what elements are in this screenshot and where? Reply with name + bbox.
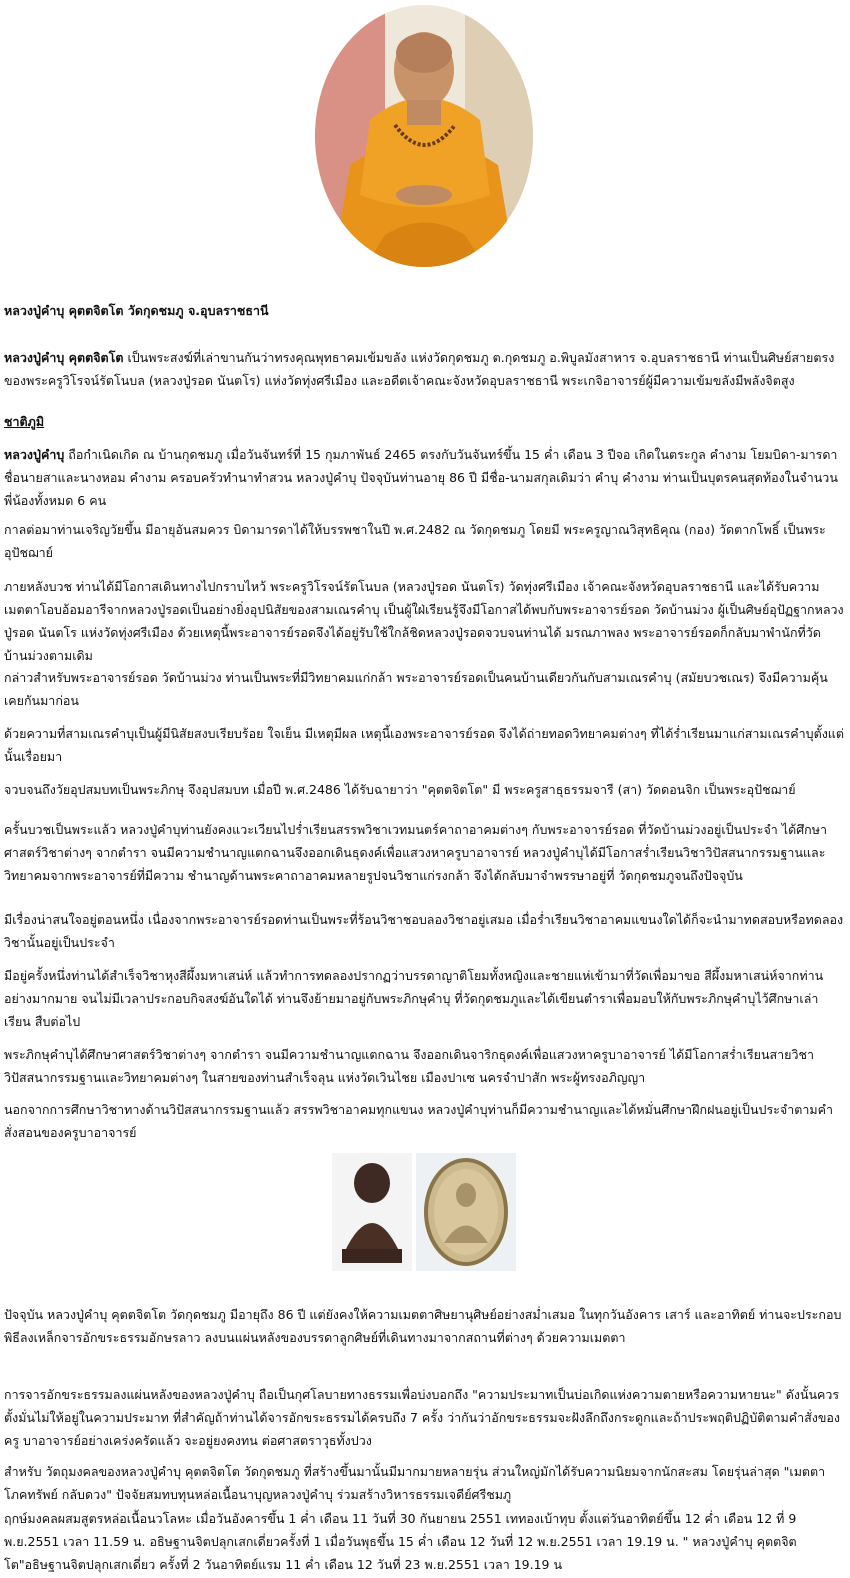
section-heading: ชาติภูมิ [4, 414, 45, 429]
bold-lead: หลวงปู่คำบุ [4, 447, 65, 462]
paragraph: ปัจจุบัน หลวงปู่คำบุ คุตตจิตโต วัดกุดชมภู มีอายุถึง 86 ปี แต่ยังคงให้ความเมตตาศิษยานุศิษย์อย่างสม่ำเสมอ ในทุกวันอังคาร เสาร์ และอาทิตย์ ท่านจะประกอบพิธีลงเหล็กจารอักขระธรรมอักษรลาว ลงบนแผ่นหลังของบรรดาลูกศิษย์ที่เดินทางมาจากสถานที่ต่างๆ ด้วยความเมตตา [4, 1307, 842, 1345]
paragraph: พระภิกษุคำบุได้ศึกษาศาสตร์วิชาต่างๆ จากตำรา จนมีความชำนาญแตกฉาน จึงออกเดินจาริกธุดงค์เพื่อแสวงหาครูบาอาจารย์ ได้มีโอกาสร่ำเรียนสายวิชาวิปัสสนากรรมฐานและวิทยาคมต่างๆ ในสายของท่านสำเร็จลุน แห่งวัดเวินไชย เมืองปาเซ นครจำปาสัก พระผู้ทรงอภิญญา [4, 1047, 815, 1085]
paragraph: สำหรับ วัตถุมงคลของหลวงปู่คำบุ คุตตจิตโต วัดกุดชมภู ที่สร้างขึ้นมานั้นมีมากมายหลายรุ่น ส่วนใหญ่มักได้รับความนิยมจากนักสะสม โดยรุ่นล่าสุด "เมตตา โภคทรัพย์ กลับดวง" ปัจจัยสมทบทุนหล่อเนื้อนาบุญหลวงปู่คำบุ ร่วมสร้างวิหารธรรมเจดีย์ศรีชมภู [4, 1464, 826, 1502]
amulet-images [332, 1153, 516, 1271]
paragraph: จวบจนถึงวัยอุปสมบทเป็นพระภิกษุ จึงอุปสมบท เมื่อปี พ.ศ.2486 ได้รับฉายาว่า "คุตตจิตโต" มี พระครูสาธุธรรมจารี (สา) วัดดอนจิก เป็นพระอุปัชฌาย์ [4, 782, 796, 797]
paragraph: ฤกษ์มงคลผสมสูตรหล่อเนื้อนวโลหะ เมื่อวันอังคารขึ้น 1 ค่ำ เดือน 11 วันที่ 30 กันยายน 2551 เททองเบ้าทุบ ตั้งแต่วันอาทิตย์ขึ้น 12 ค่ำ เดือน 12 ที่ 9 พ.ย.2551 เวลา 11.59 น. อธิษฐานจิตปลุกเสกเดี่ยวครั้งที่ 1 เมื่อวันพุธขึ้น 15 ค่ำ เดือน 12 วันที่ 12 พ.ย.2551 เวลา 19.19 น. " หลวงปู่คำบุ คุตตจิตโต"อธิษฐานจิตปลุกเสกเดี่ยว ครั้งที่ 2 วันอาทิตย์แรม 11 ค่ำ เดือน 12 วันที่ 23 พ.ย.2551 เวลา 19.19 น [4, 1511, 797, 1572]
paragraph: หลวงปู่คำบุ ถือกำเนิดเกิด ณ บ้านกุดชมภู เมื่อวันจันทร์ที่ 15 กุมภาพันธ์ 2465 ตรงกับวันจันทร์ขึ้น 15 ค่ำ เดือน 3 ปีจอ เกิดในตระกูล คำงาม โยมบิดา-มารดา ชื่อนายสาและนางหอม คำงาม ครอบครัวทำนาทำสวน หลวงปู่คำบุ ปัจจุบันท่านอายุ 86 ปี มีชื่อ-นามสกุลเดิมว่า คำบุ คำงาม ท่านเป็นบุตรคนสุดท้องในจำนวนพี่น้องทั้งหมด 6 คน [4, 447, 838, 508]
paragraph: มีอยู่ครั้งหนึ่งท่านได้สำเร็จวิชาหุงสีผึ้งมหาเสน่ห์ แล้วทำการทดลองปรากฏว่าบรรดาญาติโยมทั้งหญิงและชายแห่เข้ามาที่วัดเพื่อมาขอ สีผึ้งมหาเสน่ห์จากท่านอย่างมากมาย จนไม่มีเวลาประกอบกิจสงฆ์อันใดได้ ท่านจึงย้ายมาอยู่กับพระภิกษุคำบุ ที่วัดกุดชมภูและได้เขียนตำราเพื่อมอบให้กับพระภิกษุคำบุไว้ศึกษาเล่าเรียน สืบต่อไป [4, 968, 824, 1029]
paragraph: นอกจากการศึกษาวิชาทางด้านวิปัสสนากรรมฐานแล้ว สรรพวิชาอาคมทุกแขนง หลวงปู่คำบุท่านก็มีความชำนาญและได้หมั่นศึกษาฝึกฝนอยู่เป็นประจำตามคำสั่งสอนของครูบาอาจารย์ [4, 1102, 833, 1140]
bold-lead: หลวงปู่คำบุ คุตตจิตโต [4, 350, 124, 365]
paragraph: กาลต่อมาท่านเจริญวัยขึ้น มีอายุอันสมควร บิดามารดาได้ให้บรรพชาในปี พ.ศ.2482 ณ วัดกุดชมภู โดยมี พระครูญาณวิสุทธิคุณ (กอง) วัดตากโพธิ์ เป็นพระอุปัชฌาย์ [4, 522, 826, 560]
paragraph: ด้วยความที่สามเณรคำบุเป็นผู้มีนิสัยสงบเรียบร้อย ใจเย็น มีเหตุมีผล เหตุนี้เองพระอาจารย์รอด จึงได้ถ่ายทอดวิทยาคมต่างๆ ที่ได้ร่ำเรียนมาแก่สามเณรคำบุตั้งแต่นั้นเรื่อยมา [4, 726, 844, 764]
paragraph: กล่าวสำหรับพระอาจารย์รอด วัดบ้านม่วง ท่านเป็นพระที่มีวิทยาคมแก่กล้า พระอาจารย์รอดเป็นคนบ้านเดียวกันกับสามเณรคำบุ (สมัยบวชเณร) จึงมีความคุ้นเคยกันมาก่อน [4, 670, 828, 708]
page-title: หลวงปู่คำบุ คุตตจิตโต วัดกุดชมภู จ.อุบลราชธานี [4, 303, 269, 318]
monk-portrait [315, 5, 533, 267]
paragraph: มีเรื่องน่าสนใจอยู่ตอนหนึ่ง เนื่องจากพระอาจารย์รอดท่านเป็นพระที่ร้อนวิชาชอบลองวิชาอยู่เสมอ เมื่อร่ำเรียนวิชาอาคมแขนงใดได้ก็จะนำมาทดสอบหรือทดลองวิชานั้นอยู่เป็นประจำ [4, 912, 844, 950]
paragraph: การจารอักขระธรรมลงแผ่นหลังของหลวงปู่คำบุ ถือเป็นกุศโลบายทางธรรมเพื่อบ่งบอกถึง "ความประมาทเป็นบ่อเกิดแห่งความตายหรือความหายนะ" ดังนั้นควรตั้งมั่นไม่ให้อยู่ในความประมาท ที่สำคัญถ้าท่านได้จารอักขระธรรมได้ครบถึง 7 ครั้ง ว่ากันว่าอักขระธรรมจะฝังลึกถึงกระดูกและถ้าประพฤติปฏิบัติตามคำสั่งของครู บาอาจารย์อย่างเคร่งครัดแล้ว จะอยู่ยงคงทน ต่อศาสตราวุธทั้งปวง [4, 1387, 840, 1448]
paragraph: ภายหลังบวช ท่านได้มีโอกาสเดินทางไปกราบไหว้ พระครูวิโรจน์รัตโนบล (หลวงปู่รอด นันตโร) วัดทุ่งศรีเมือง เจ้าคณะจังหวัดอุบลราชธานี และได้รับความเมตตาโอบอ้อมอารีจากหลวงปู่รอดเป็นอย่างยิ่งอุปนิสัยของสามเณรคำบุ เป็นผู้ใฝ่เรียนรู้จึงมีโอกาสได้พบกับพระอาจารย์รอด วัดบ้านม่วง ผู้เป็นศิษย์อุปัฏฐากหลวงปู่รอด นันตโร แห่งวัดทุ่งศรีเมือง ด้วยเหตุนี้พระอาจารย์รอดจึงได้อยู่รับใช้ใกล้ชิดหลวงปู่รอดจวบจนท่านได้ มรณภาพลง พระอาจารย์รอดก็กลับมาพำนักที่วัดบ้านม่วงตามเดิม [4, 579, 844, 663]
paragraph: หลวงปู่คำบุ คุตตจิตโต เป็นพระสงฆ์ที่เล่าขานกันว่าทรงคุณพุทธาคมเข้มขลัง แห่งวัดกุดชมภู ต.กุดชมภู อ.พิบูลมังสาหาร จ.อุบลราชธานี ท่านเป็นศิษย์สายตรงของพระครูวิโรจน์รัตโนบล (หลวงปู่รอด นันตโร) แห่งวัดทุ่งศรีเมือง และอดีตเจ้าคณะจังหวัดอุบลราชธานี พระเกจิอาจารย์ผู้มีความเข้มขลังมีพลังจิตสูง [4, 350, 835, 388]
paragraph: ครั้นบวชเป็นพระแล้ว หลวงปู่คำบุท่านยังคงแวะเวียนไปร่ำเรียนสรรพวิชาเวทมนตร์คาถาอาคมต่างๆ กับพระอาจารย์รอด ที่วัดบ้านม่วงอยู่เป็นประจำ ได้ศึกษาศาสตร์วิชาต่างๆ จากตำรา จนมีความชำนาญแตกฉานจึงออกเดินธุดงค์เพื่อแสวงหาครูบาอาจารย์ หลวงปู่คำบุได้มีโอกาสร่ำเรียนวิชาวิปัสสนากรรมฐานและวิทยาคมจากพระอาจารย์ที่มีความ ชำนาญด้านพระคาถาอาคมหลายรูปจนวิชาแก่รงกล้า จึงได้กลับมาจำพรรษาอยู่ที่ วัดกุดชมภูจนถึงปัจจุบัน [4, 822, 827, 883]
